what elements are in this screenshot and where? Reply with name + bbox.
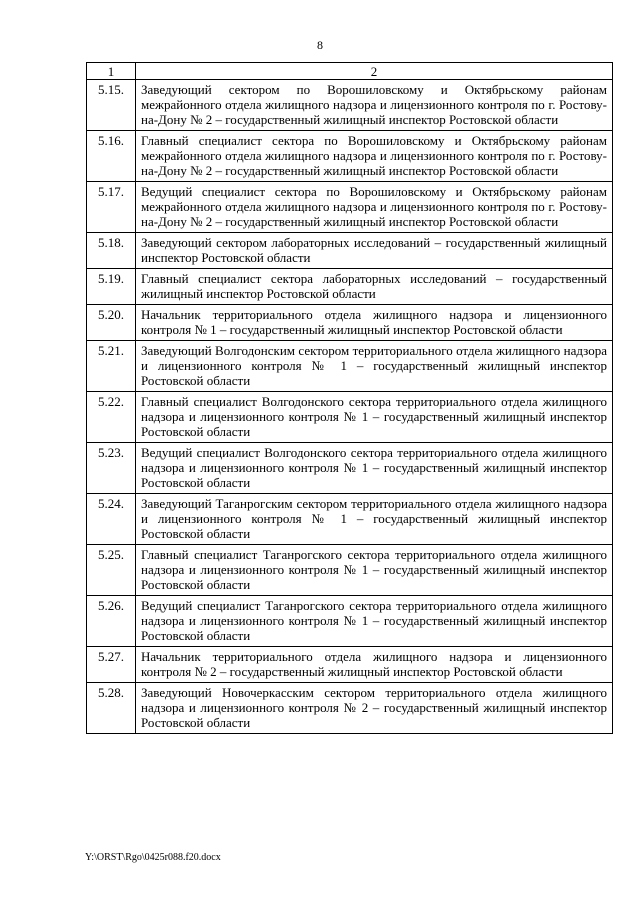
row-number: 5.16. xyxy=(87,131,136,182)
row-number: 5.22. xyxy=(87,392,136,443)
table-header-row xyxy=(87,63,613,80)
position-title: Главный специалист Волгодонского сектора территориального отдела жилищного надзора и лицензионного контроля № 1 – государственный жилищный инспектор Ростовской области xyxy=(136,392,613,443)
position-title: Заведующий сектором по Ворошиловскому и Октябрьскому районам межрайонного отдела жилищного надзора и лицензионного контроля по г. Ростову-на-Дону № 2 – государственный жилищный инспектор Ростовской области xyxy=(136,80,613,131)
table-row xyxy=(87,131,613,182)
column-header-number: 1 xyxy=(87,63,136,80)
position-title: Заведующий Таганрогским сектором территориального отдела жилищного надзора и лицензионного контроля № 1 – государственный жилищный инспектор Ростовской области xyxy=(136,494,613,545)
row-number: 5.19. xyxy=(87,269,136,305)
position-title: Главный специалист Таганрогского сектора территориального отдела жилищного надзора и лицензионного контроля № 1 – государственный жилищный инспектор Ростовской области xyxy=(136,545,613,596)
table-row xyxy=(87,683,613,734)
page-number: 8 xyxy=(317,38,323,52)
position-title: Главный специалист сектора лабораторных исследований – государственный жилищный инспектор Ростовской области xyxy=(136,269,613,305)
table-row xyxy=(87,545,613,596)
table-row xyxy=(87,392,613,443)
row-number: 5.20. xyxy=(87,305,136,341)
table-row xyxy=(87,443,613,494)
table-row xyxy=(87,341,613,392)
row-number: 5.17. xyxy=(87,182,136,233)
row-number: 5.26. xyxy=(87,596,136,647)
row-number: 5.18. xyxy=(87,233,136,269)
position-title: Начальник территориального отдела жилищного надзора и лицензионного контроля № 1 – государственный жилищный инспектор Ростовской области xyxy=(136,305,613,341)
row-number: 5.25. xyxy=(87,545,136,596)
column-header-position: 2 xyxy=(136,63,613,80)
row-number: 5.24. xyxy=(87,494,136,545)
table-row xyxy=(87,647,613,683)
position-title: Заведующий сектором лабораторных исследований – государственный жилищный инспектор Ростовской области xyxy=(136,233,613,269)
position-title: Ведущий специалист Таганрогского сектора территориального отдела жилищного надзора и лицензионного контроля № 1 – государственный жилищный инспектор Ростовской области xyxy=(136,596,613,647)
position-title: Заведующий Новочеркасским сектором территориального отдела жилищного надзора и лицензионного контроля № 2 – государственный жилищный инспектор Ростовской области xyxy=(136,683,613,734)
position-title: Ведущий специалист Волгодонского сектора территориального отдела жилищного надзора и лицензионного контроля № 1 – государственный жилищный инспектор Ростовской области xyxy=(136,443,613,494)
position-title: Главный специалист сектора по Ворошиловскому и Октябрьскому районам межрайонного отдела жилищного надзора и лицензионного контроля по г. Ростову-на-Дону № 2 – государственный жилищный инспектор Ростовской области xyxy=(136,131,613,182)
table-row xyxy=(87,233,613,269)
file-path-footer: Y:\ORST\Rgo\0425r088.f20.docx xyxy=(85,852,221,863)
row-number: 5.21. xyxy=(87,341,136,392)
table-row xyxy=(87,596,613,647)
table-row xyxy=(87,182,613,233)
row-number: 5.28. xyxy=(87,683,136,734)
table-row xyxy=(87,494,613,545)
row-number: 5.27. xyxy=(87,647,136,683)
table-row xyxy=(87,80,613,131)
position-title: Начальник территориального отдела жилищного надзора и лицензионного контроля № 2 – государственный жилищный инспектор Ростовской области xyxy=(136,647,613,683)
position-title: Ведущий специалист сектора по Ворошиловскому и Октябрьскому районам межрайонного отдела жилищного надзора и лицензионного контроля по г. Ростову-на-Дону № 2 – государственный жилищный инспектор Ростовской области xyxy=(136,182,613,233)
row-number: 5.23. xyxy=(87,443,136,494)
position-title: Заведующий Волгодонским сектором территориального отдела жилищного надзора и лицензионного контроля № 1 – государственный жилищный инспектор Ростовской области xyxy=(136,341,613,392)
table-body xyxy=(87,80,613,734)
row-number: 5.15. xyxy=(87,80,136,131)
positions-table xyxy=(86,62,613,734)
table-row xyxy=(87,269,613,305)
table-row xyxy=(87,305,613,341)
